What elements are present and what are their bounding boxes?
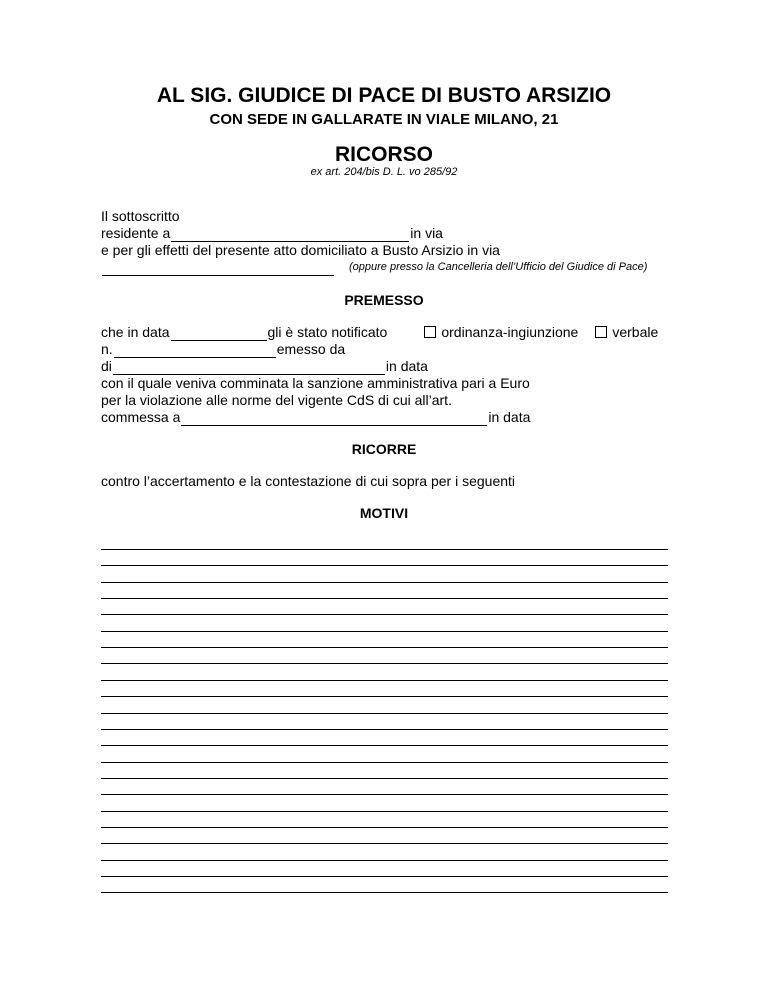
motivo-line[interactable] bbox=[101, 892, 668, 893]
motivo-line[interactable] bbox=[101, 680, 668, 681]
in-via-label: in via bbox=[410, 225, 443, 241]
domicilio-label: e per gli effetti del presente atto domiciliato a Busto Arsizio in via bbox=[101, 242, 500, 258]
sanzione-label: con il quale veniva comminata la sanzione amministrativa pari a Euro bbox=[101, 375, 530, 391]
commessa-row bbox=[101, 409, 668, 426]
motivo-line[interactable] bbox=[101, 843, 668, 844]
motivo-line[interactable] bbox=[101, 582, 668, 583]
commessa-field[interactable] bbox=[181, 412, 487, 426]
in-data-3-label: in data bbox=[488, 409, 531, 425]
residente-field[interactable] bbox=[171, 228, 409, 242]
motivo-line[interactable] bbox=[101, 876, 668, 877]
motivo-line[interactable] bbox=[101, 598, 668, 599]
checkbox-ordinanza[interactable] bbox=[424, 326, 436, 338]
numero-field[interactable] bbox=[114, 344, 276, 358]
residente-label: residente a bbox=[101, 225, 171, 241]
notificato-label: gli è stato notificato bbox=[267, 324, 388, 340]
motivo-line[interactable] bbox=[101, 827, 668, 828]
motivo-line[interactable] bbox=[101, 647, 668, 648]
motivo-line[interactable] bbox=[101, 631, 668, 632]
di-label: di bbox=[101, 358, 112, 374]
option-verbale-label: verbale bbox=[612, 324, 659, 340]
checkbox-verbale[interactable] bbox=[595, 326, 607, 338]
motivo-line[interactable] bbox=[101, 811, 668, 812]
residente-row bbox=[101, 225, 668, 242]
motivo-line[interactable] bbox=[101, 614, 668, 615]
motivo-line[interactable] bbox=[101, 713, 668, 714]
numero-label: n. bbox=[101, 341, 113, 357]
domicilio-continuation-field[interactable] bbox=[102, 262, 334, 276]
ricorso-title: RICORSO bbox=[334, 143, 433, 166]
motivo-line[interactable] bbox=[101, 549, 668, 550]
premesso-heading: PREMESSO bbox=[344, 292, 424, 308]
motivo-line[interactable] bbox=[101, 762, 668, 763]
motivo-line[interactable] bbox=[101, 729, 668, 730]
ricorso-reference: ex art. 204/bis D. L. vo 285/92 bbox=[310, 166, 458, 178]
cancelleria-note: (oppure presso la Cancelleria dell’Ufficio del Giudice di Pace) bbox=[349, 261, 648, 273]
document-title: AL SIG. GIUDICE DI PACE DI BUSTO ARSIZIO bbox=[156, 84, 612, 107]
in-data-2-label: in data bbox=[385, 358, 428, 374]
ricorre-text: contro l’accertamento e la contestazione di cui sopra per i seguenti bbox=[101, 473, 516, 489]
motivo-line[interactable] bbox=[101, 565, 668, 566]
option-verbale[interactable] bbox=[595, 324, 658, 341]
di-row bbox=[101, 358, 668, 375]
motivi-heading: MOTIVI bbox=[359, 505, 409, 521]
domicilio-row bbox=[101, 242, 668, 259]
violazione-label: per la violazione alle norme del vigente CdS di cui all’art. bbox=[101, 392, 452, 408]
data-notifica-field[interactable] bbox=[171, 327, 267, 341]
di-field[interactable] bbox=[113, 361, 385, 375]
option-ordinanza[interactable] bbox=[424, 324, 578, 341]
document-subtitle: CON SEDE IN GALLARATE IN VIALE MILANO, 21 bbox=[209, 111, 559, 128]
motivo-line[interactable] bbox=[101, 778, 668, 779]
numero-row bbox=[101, 341, 668, 358]
motivo-line[interactable] bbox=[101, 794, 668, 795]
in-data-label: che in data bbox=[101, 324, 170, 340]
sottoscritto-row bbox=[101, 208, 668, 225]
emesso-da-label: emesso da bbox=[276, 341, 346, 357]
motivo-line[interactable] bbox=[101, 663, 668, 664]
motivo-line[interactable] bbox=[101, 745, 668, 746]
ricorre-text-row bbox=[101, 473, 668, 490]
motivo-line[interactable] bbox=[101, 696, 668, 697]
notifica-row bbox=[101, 324, 668, 341]
motivo-line[interactable] bbox=[101, 860, 668, 861]
option-ordinanza-label: ordinanza-ingiunzione bbox=[441, 324, 579, 340]
sottoscritto-label: Il sottoscritto bbox=[101, 208, 180, 224]
violazione-row bbox=[101, 392, 668, 409]
commessa-label: commessa a bbox=[101, 409, 181, 425]
sanzione-row bbox=[101, 375, 668, 392]
domicilio-continuation-row bbox=[101, 259, 668, 276]
ricorre-heading: RICORRE bbox=[351, 441, 417, 457]
